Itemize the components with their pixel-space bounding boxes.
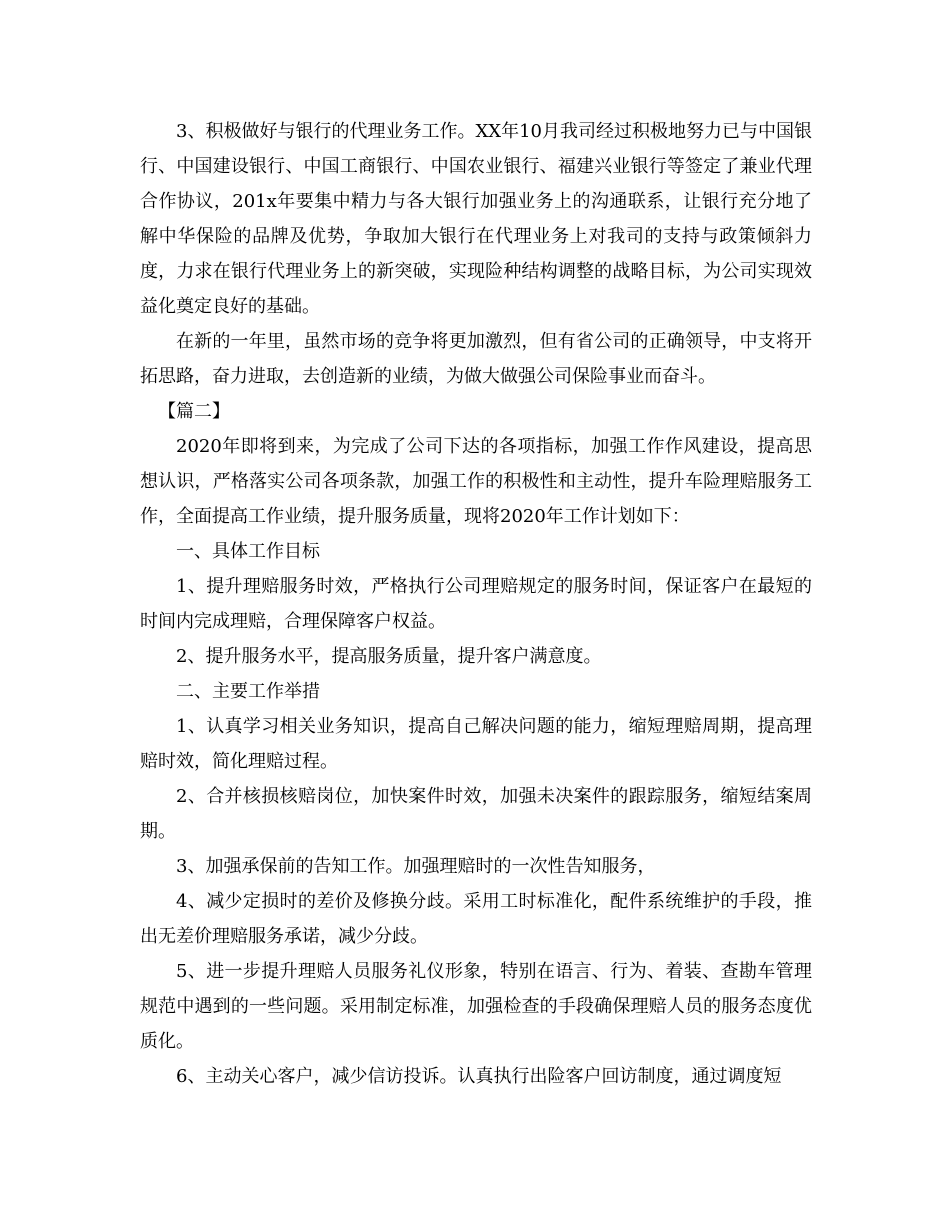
- paragraph-measure-1: 1、认真学习相关业务知识，提高自己解决问题的能力，缩短理赔周期，提高理赔时效，简化理赔过程。: [140, 716, 812, 772]
- paragraph-new-year: 在新的一年里，虽然市场的竞争将更加激烈，但有省公司的正确领导，中支将开拓思路，奋力进取，去创造新的业绩，为做大做强公司保险事业而奋斗。: [140, 331, 812, 387]
- paragraph-measure-4: 4、减少定损时的差价及修换分歧。采用工时标准化，配件系统维护的手段，推出无差价理赔服务承诺，减少分歧。: [140, 891, 812, 947]
- document-body: [140, 114, 812, 1094]
- heading-main-measures: 二、主要工作举措: [176, 681, 320, 702]
- paragraph-goal-1: 1、提升理赔服务时效，严格执行公司理赔规定的服务时间，保证客户在最短的时间内完成理赔，合理保障客户权益。: [140, 576, 812, 632]
- section-heading-part-two: 【篇二】: [158, 401, 230, 422]
- paragraph-measure-5: 5、进一步提升理赔人员服务礼仪形象，特别在语言、行为、着装、查勘车管理规范中遇到的一些问题。采用制定标准，加强检查的手段确保理赔人员的服务态度优质化。: [140, 961, 812, 1052]
- paragraph-goal-2: 2、提升服务水平，提高服务质量，提升客户满意度。: [176, 646, 602, 667]
- heading-specific-goals: 一、具体工作目标: [176, 541, 320, 562]
- paragraph-measure-2: 2、合并核损核赔岗位，加快案件时效，加强未决案件的跟踪服务，缩短结案周期。: [140, 786, 812, 842]
- paragraph-measure-3: 3、加强承保前的告知工作。加强理赔时的一次性告知服务，: [176, 856, 656, 877]
- paragraph-bank-agency: 3、积极做好与银行的代理业务工作。XX年10月我司经过积极地努力已与中国银行、中国建设银行、中国工商银行、中国农业银行、福建兴业银行等签定了兼业代理合作协议，201x年要集中精力与各大银行加强业务上的沟通联系，让银行充分地了解中华保险的品牌及优势，争取加大银行在代理业务上对我司的支持与政策倾斜力度，力求在银行代理业务上的新突破，实现险种结构调整的战略目标，为公司实现效益化奠定良好的基础。: [140, 121, 812, 317]
- paragraph-2020-intro: 2020年即将到来，为完成了公司下达的各项指标，加强工作作风建设，提高思想认识，严格落实公司各项条款，加强工作的积极性和主动性，提升车险理赔服务工作，全面提高工作业绩，提升服务质量，现将2020年工作计划如下：: [140, 436, 812, 527]
- paragraph-measure-6: 6、主动关心客户，减少信访投诉。认真执行出险客户回访制度，通过调度短: [176, 1066, 782, 1087]
